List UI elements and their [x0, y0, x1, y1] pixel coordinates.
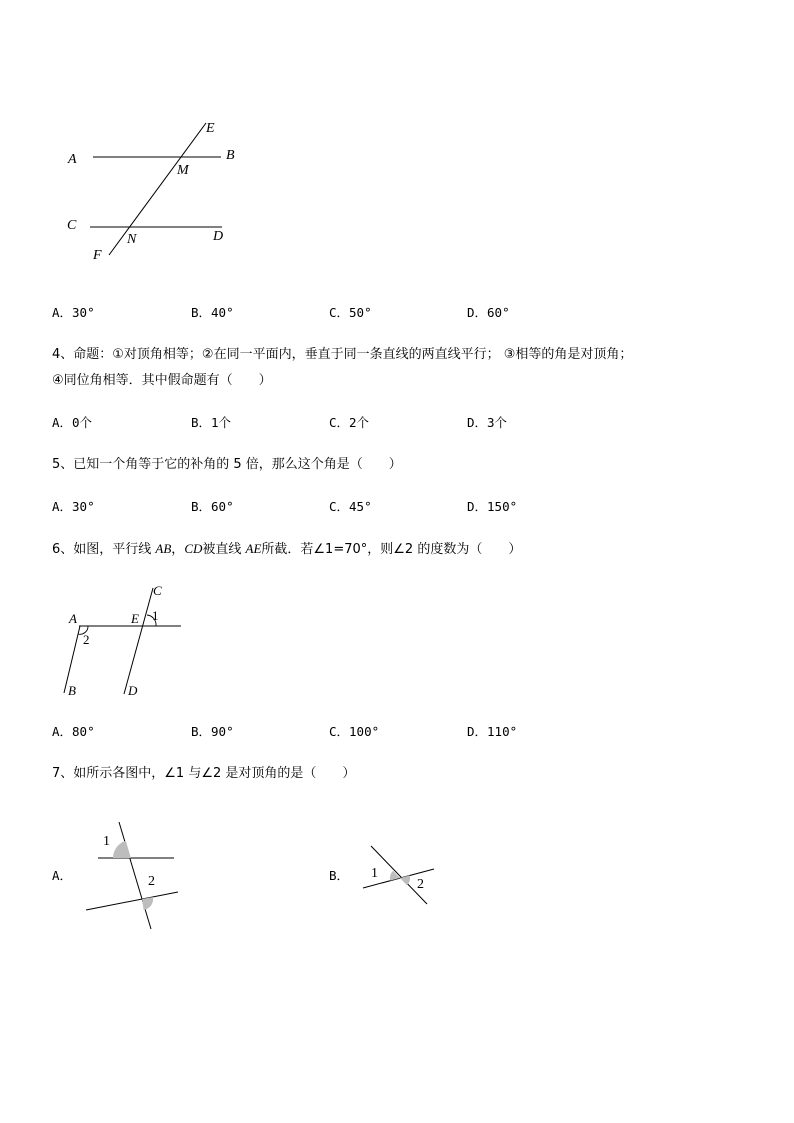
- q6-comma: ，: [171, 542, 185, 557]
- line-2: [371, 846, 427, 904]
- line-transversal: [119, 822, 151, 929]
- q7-figure-a: [82, 818, 182, 933]
- q6-mid: 被直线: [202, 542, 246, 557]
- line-ef: [109, 123, 206, 255]
- angle-2-sector: [400, 875, 410, 885]
- label-c: C: [67, 218, 77, 233]
- line-cd: [124, 588, 153, 694]
- label-a: A: [68, 152, 77, 167]
- angle-2-sector: [142, 897, 153, 910]
- angle-2-label: 2: [83, 632, 90, 647]
- label-c: C: [153, 583, 162, 598]
- q6-option-a[interactable]: A．80°: [52, 724, 95, 739]
- angle-2-label: 2: [148, 874, 155, 889]
- q6-suffix: 所截．若∠1=70°，则∠2 的度数为（ ）: [261, 542, 522, 557]
- label-b: B: [226, 148, 235, 163]
- q6-cd: CD: [184, 541, 203, 556]
- q3-figure: [60, 115, 250, 265]
- q4-option-b[interactable]: B．1个: [191, 415, 232, 430]
- label-f: F: [93, 248, 102, 263]
- label-e: E: [131, 611, 139, 626]
- q5-option-d[interactable]: D．150°: [467, 499, 518, 514]
- q5-option-c[interactable]: C．45°: [329, 499, 372, 514]
- q3-option-b[interactable]: B．40°: [191, 305, 234, 320]
- q3-option-a[interactable]: A．30°: [52, 305, 95, 320]
- q4-option-c[interactable]: C．2个: [329, 415, 370, 430]
- label-a: A: [69, 611, 77, 626]
- q5-option-b[interactable]: B．60°: [191, 499, 234, 514]
- q7-option-a-label[interactable]: A．: [52, 868, 73, 883]
- q3-option-c[interactable]: C．50°: [329, 305, 372, 320]
- q5-question: 5、已知一个角等于它的补角的 5 倍，那么这个角是（ ）: [52, 457, 402, 472]
- q6-option-c[interactable]: C．100°: [329, 724, 380, 739]
- q3-option-d[interactable]: D．60°: [467, 305, 510, 320]
- q6-ab: AB: [155, 541, 172, 556]
- q4-question-line2: ④同位角相等．其中假命题有（ ）: [52, 373, 272, 388]
- q6-prefix: 6、如图，平行线: [52, 542, 156, 557]
- angle-1-sector: [113, 841, 131, 858]
- q7-question: 7、如所示各图中，∠1 与∠2 是对顶角的是（ ）: [52, 766, 356, 781]
- q5-option-a[interactable]: A．30°: [52, 499, 95, 514]
- label-e: E: [206, 121, 215, 136]
- label-b: B: [68, 683, 76, 698]
- label-m: M: [177, 163, 189, 178]
- angle-1-label: 1: [152, 608, 159, 623]
- q6-question: [52, 541, 521, 558]
- q7-option-b-label[interactable]: B．: [329, 868, 350, 883]
- angle-2-label: 2: [417, 877, 424, 892]
- q6-option-b[interactable]: B．90°: [191, 724, 234, 739]
- label-d: D: [213, 229, 224, 244]
- q6-option-d[interactable]: D．110°: [467, 724, 518, 739]
- q6-figure: [55, 578, 190, 703]
- line-bottom: [86, 892, 178, 910]
- angle-1-label: 1: [103, 834, 110, 849]
- q7-figure-b: [360, 840, 440, 910]
- angle-1-label: 1: [371, 866, 378, 881]
- q4-option-d[interactable]: D．3个: [467, 415, 508, 430]
- angle-1-sector: [390, 871, 400, 881]
- q4-option-a[interactable]: A．0个: [52, 415, 93, 430]
- q6-ae: AE: [245, 541, 262, 556]
- label-n: N: [127, 232, 137, 247]
- q4-question-line1: 4、命题：①对顶角相等；②在同一平面内，垂直于同一条直线的两直线平行； ③相等的角是对顶角；: [52, 347, 633, 362]
- label-d: D: [128, 683, 138, 698]
